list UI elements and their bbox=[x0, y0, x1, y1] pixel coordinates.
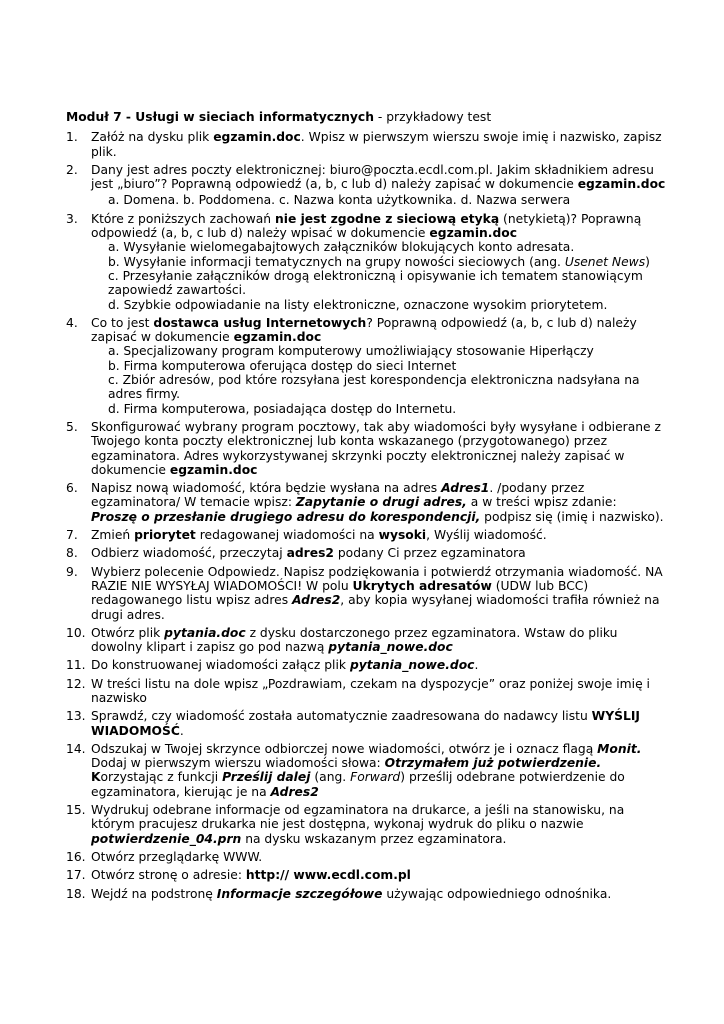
option-d: d. Firma komputerowa, posiadająca dostęp do Internetu. bbox=[108, 401, 457, 416]
question-number: 14. bbox=[66, 741, 86, 756]
module-title: Moduł 7 - Usługi w sieciach informatycznych bbox=[66, 110, 374, 124]
emphasis: WYŚLIJ WIADOMOŚĆ bbox=[91, 709, 640, 738]
question-18 bbox=[66, 887, 666, 901]
question-text: podany Ci przez egzaminatora bbox=[333, 546, 526, 561]
emphasis: wysoki bbox=[378, 528, 427, 543]
address: Adres1 bbox=[441, 481, 490, 496]
question-7 bbox=[66, 528, 666, 542]
question-text: a w treści wpisz zdanie: bbox=[466, 495, 617, 510]
emphasis: adres2 bbox=[286, 546, 334, 561]
option-b bbox=[91, 255, 666, 269]
question-number: 8. bbox=[66, 546, 78, 561]
option-c: c. Przesyłanie załączników drogą elektroniczną i opisywanie ich tematem stanowiącym zapowiedź zawartości. bbox=[108, 268, 643, 298]
option-text: ) bbox=[645, 254, 650, 269]
question-text: Wydrukuj odebrane informacje od egzaminatora na drukarce, a jeśli na stanowisku, na którym pracujesz drukarka nie jest dostępna, wykonaj wydruk do pliku o nazwie bbox=[91, 803, 625, 832]
question-text: orzystając z funkcji bbox=[100, 770, 223, 785]
filename: potwierdzenie_04.prn bbox=[91, 831, 242, 846]
test-document bbox=[66, 110, 666, 905]
body-text: Otrzymałem już potwierdzenie. bbox=[384, 756, 602, 771]
filename: egzamin.doc bbox=[169, 462, 258, 477]
question-12 bbox=[66, 677, 666, 706]
question-number: 13. bbox=[66, 709, 86, 724]
function-name: Prześlij dalej bbox=[222, 770, 311, 785]
question-number: 17. bbox=[66, 868, 86, 883]
question-text: Dodaj w pierwszym wierszu wiadomości słowa: bbox=[91, 756, 385, 771]
question-text: W treści listu na dole wpisz „Pozdrawiam, czekam na dyspozycje” oraz poniżej swoje imię i nazwisko bbox=[91, 676, 650, 705]
option-text: b. Wysyłanie informacji tematycznych na grupy nowości sieciowych (ang. bbox=[108, 254, 565, 269]
url: http:// www.ecdl.com.pl bbox=[245, 868, 411, 883]
question-text: Napisz nową wiadomość, która będzie wysłana na adres bbox=[91, 481, 442, 496]
filename: pytania_nowe.doc bbox=[328, 640, 453, 655]
question-text: , aby kopia wysyłanej wiadomości trafiła również na drugi adres. bbox=[91, 593, 660, 622]
emphasis: priorytet bbox=[134, 528, 196, 543]
question-text: Otwórz przeglądarkę WWW. bbox=[91, 849, 263, 864]
question-text: z dysku dostarczonego przez egzaminatora. Wstaw do pliku dowolny klipart i zapisz go pod nazwą bbox=[91, 625, 618, 655]
question-number: 1. bbox=[66, 130, 78, 145]
emphasis: dostawca usług Internetowych bbox=[153, 315, 367, 330]
emphasis: K bbox=[91, 770, 101, 785]
option-a: a. Specjalizowany program komputerowy umożliwiający stosowanie Hiperłączy bbox=[108, 344, 594, 359]
answer-options bbox=[91, 240, 666, 311]
subject-text: Zapytanie o drugi adres, bbox=[295, 495, 467, 510]
question-number: 16. bbox=[66, 849, 86, 864]
address: Adres2 bbox=[270, 784, 319, 799]
question-text: (ang. bbox=[310, 770, 351, 785]
question-8 bbox=[66, 546, 666, 560]
question-text: Otwórz plik bbox=[91, 625, 165, 640]
question-text: Zmień bbox=[91, 528, 135, 543]
question-number: 3. bbox=[66, 211, 78, 226]
question-text: Odszukaj w Twojej skrzynce odbiorczej nowe wiadomości, otwórz je i oznacz flagą bbox=[91, 741, 598, 756]
question-6 bbox=[66, 481, 666, 524]
subpage-name: Informacje szczegółowe bbox=[216, 886, 383, 901]
question-number: 11. bbox=[66, 658, 86, 673]
question-text: Wejdź na podstronę bbox=[91, 886, 217, 901]
question-5 bbox=[66, 420, 666, 477]
question-10 bbox=[66, 626, 666, 655]
question-1 bbox=[66, 130, 666, 159]
title-suffix: - przykładowy test bbox=[373, 110, 492, 124]
question-11 bbox=[66, 658, 666, 672]
question-text: Które z poniższych zachowań bbox=[91, 211, 275, 226]
question-text: ) prześlij odebrane potwierdzenie do egzaminatora, kierując je na bbox=[91, 770, 625, 799]
question-text: . /podany przez egzaminatora/ W temacie wpisz: bbox=[91, 481, 585, 510]
question-16 bbox=[66, 850, 666, 864]
question-number: 15. bbox=[66, 803, 86, 818]
question-14 bbox=[66, 742, 666, 799]
question-number: 4. bbox=[66, 315, 78, 330]
question-text: Otwórz stronę o adresie: bbox=[91, 868, 246, 883]
question-text: . Wpisz w pierwszym wierszu swoje imię i nazwisko, zapisz plik. bbox=[91, 130, 662, 159]
question-text: . bbox=[474, 658, 479, 673]
emphasis: nie jest zgodne z sieciową etyką bbox=[275, 211, 500, 226]
filename: egzamin.doc bbox=[429, 226, 518, 241]
filename: pytania_nowe.doc bbox=[349, 658, 475, 673]
question-9 bbox=[66, 565, 666, 622]
question-3 bbox=[66, 212, 666, 312]
question-text: Skonfigurować wybrany program pocztowy, tak aby wiadomości były wysyłane i odbierane z Twojego konta poczty elektronicznej lub konta wskazanego (przygotowanego) przez egzaminatora. Adres wykorzystywanej skrzynki poczty elektronicznej należy zapisać w dokumencie bbox=[91, 419, 661, 477]
function-name-en: Forward bbox=[350, 770, 401, 785]
question-text: Do konstruowanej wiadomości załącz plik bbox=[91, 658, 350, 673]
question-text: , Wyślij wiadomość. bbox=[426, 528, 547, 543]
emphasis: Ukrytych adresatów bbox=[352, 578, 492, 593]
question-text: używając odpowiedniego odnośnika. bbox=[382, 886, 612, 901]
question-number: 18. bbox=[66, 886, 86, 901]
question-text: . bbox=[179, 723, 184, 738]
question-number: 12. bbox=[66, 676, 86, 691]
option-c: c. Zbiór adresów, pod które rozsyłana jest korespondencja elektroniczna nadsyłana na adres firmy. bbox=[108, 373, 640, 402]
question-number: 5. bbox=[66, 419, 78, 434]
question-text: (netykietą)? Poprawną odpowiedź (a, b, c lub d) należy wpisać w dokumencie bbox=[91, 211, 642, 241]
question-text: na dysku wskazanym przez egzaminatora. bbox=[241, 831, 507, 846]
question-number: 6. bbox=[66, 481, 78, 496]
body-text: Proszę o przesłanie drugiego adresu do korespondencji, bbox=[91, 509, 481, 524]
question-number: 9. bbox=[66, 564, 78, 579]
question-text: podpisz się (imię i nazwisko). bbox=[480, 509, 664, 524]
question-text: redagowanej wiadomości na bbox=[195, 528, 379, 543]
question-text: Dany jest adres poczty elektronicznej: biuro@poczta.ecdl.com.pl. Jakim składnikiem adresu jest „biuro”? Poprawną odpowiedź (a, b, c lub d) należy zapisać w dokumencie bbox=[91, 162, 654, 192]
option-d: d. Szybkie odpowiadanie na listy elektroniczne, oznaczone wysokim priorytetem. bbox=[108, 297, 608, 312]
question-number: 7. bbox=[66, 528, 78, 543]
option-italic: Usenet News bbox=[564, 254, 646, 269]
question-text: (UDW lub BCC) redagowanego listu wpisz adres bbox=[91, 578, 589, 608]
question-17 bbox=[66, 868, 666, 882]
filename: egzamin.doc bbox=[233, 330, 322, 345]
question-text: Załóż na dysku plik bbox=[91, 130, 214, 145]
page-title bbox=[66, 110, 666, 124]
answer-options bbox=[91, 344, 666, 415]
question-4 bbox=[66, 316, 666, 416]
answer-options: a. Domena. b. Poddomena. c. Nazwa konta użytkownika. d. Nazwa serwera bbox=[108, 193, 571, 208]
address: Adres2 bbox=[292, 593, 341, 608]
question-text: Sprawdź, czy wiadomość została automatycznie zaadresowana do nadawcy listu bbox=[91, 709, 592, 724]
question-text: ? Poprawną odpowiedź (a, b, c lub d) należy zapisać w dokumencie bbox=[91, 315, 637, 345]
question-text: Wybierz polecenie Odpowiedz. Napisz podziękowania i potwierdź otrzymania wiadomość. NA RAZIE NIE WYSYŁAJ WIADOMOŚCI! W polu bbox=[91, 564, 663, 593]
filename: pytania.doc bbox=[164, 625, 246, 640]
flag-name: Monit. bbox=[597, 741, 642, 756]
filename: egzamin.doc bbox=[577, 177, 666, 192]
question-text: Odbierz wiadomość, przeczytaj bbox=[91, 546, 287, 561]
question-number: 2. bbox=[66, 162, 78, 177]
question-15 bbox=[66, 803, 666, 846]
option-a: a. Wysyłanie wielomegabajtowych załączników blokujących konto adresata. bbox=[108, 240, 575, 255]
question-13 bbox=[66, 709, 666, 738]
filename: egzamin.doc bbox=[213, 130, 301, 145]
question-number: 10. bbox=[66, 625, 86, 640]
question-2 bbox=[66, 163, 666, 208]
option-b: b. Firma komputerowa oferująca dostęp do sieci Internet bbox=[108, 358, 457, 373]
question-text: Co to jest bbox=[91, 315, 154, 330]
